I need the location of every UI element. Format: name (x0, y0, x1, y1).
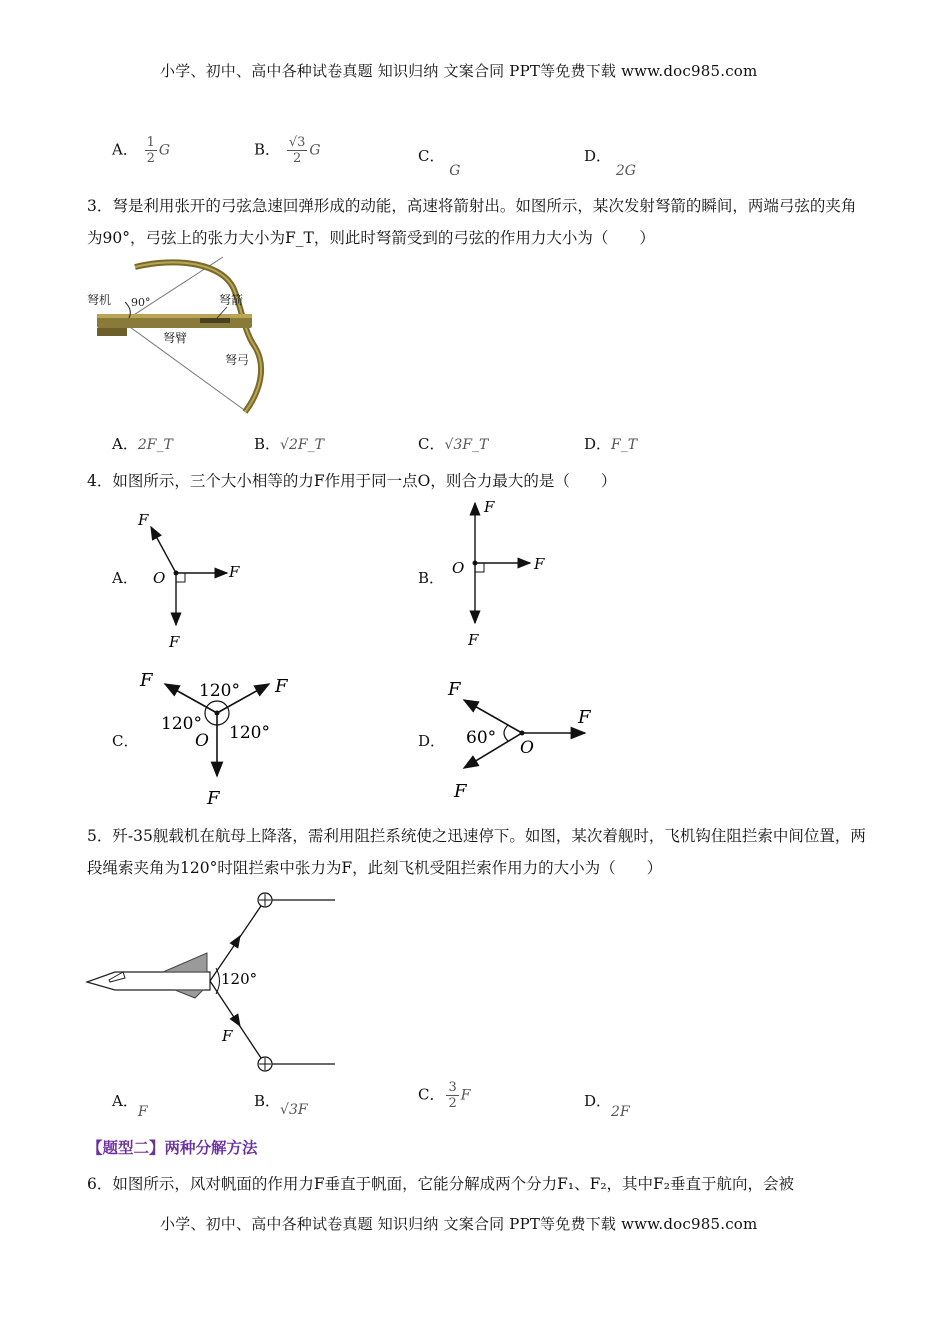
svg-text:O: O (195, 731, 209, 751)
svg-text:F: F (534, 555, 545, 573)
svg-text:120°: 120° (221, 970, 258, 988)
q2-option-c[interactable]: C． G (418, 147, 461, 179)
q4-question-text: 4．如图所示，三个大小相等的力F作用于同一点O，则合力最大的是（ ） (87, 472, 617, 490)
q6-question-text: 6．如图所示，风对帆面的作用力F垂直于帆面，它能分解成两个分力F₁、F₂，其中F₂垂直于航向，会被 (87, 1175, 795, 1193)
svg-text:60°: 60° (466, 728, 497, 748)
svg-text:O: O (452, 559, 465, 577)
q2-option-b[interactable]: B． $\frac{√3}{2}$ G (254, 135, 321, 166)
bow-limb-highlight (135, 262, 261, 412)
svg-text:F: F (578, 707, 591, 728)
jet-fuselage (87, 972, 210, 990)
q4-diagram-b (440, 495, 560, 650)
label-ji: 弩机 (87, 293, 112, 307)
svg-text:F: F (222, 1027, 233, 1045)
q4-option-a[interactable]: A． (112, 569, 138, 587)
q4-diagram-d (440, 675, 610, 805)
label-arrow: 弩箭 (219, 293, 244, 307)
svg-text:F: F (140, 670, 153, 691)
q3-option-d[interactable]: D．F_T (584, 435, 638, 453)
q4-diagram-a (135, 505, 255, 650)
page-footer: 小学、初中、高中各种试卷真题 知识归纳 文案合同 PPT等免费下载 www.doc985.com (160, 1215, 758, 1233)
crossbow-trigger (97, 328, 127, 336)
svg-text:F: F (454, 781, 467, 802)
jet-wing (163, 953, 207, 972)
svg-text:F: F (448, 679, 461, 700)
q3-option-c[interactable]: C．√3F_T (418, 435, 489, 453)
q5-arrester-figure (85, 880, 345, 1075)
svg-text:F: F (275, 676, 288, 697)
svg-text:F: F (138, 511, 149, 529)
svg-text:F: F (484, 498, 495, 516)
crossbow-figure (85, 252, 285, 422)
svg-text:120°: 120° (161, 714, 202, 734)
page-header: 小学、初中、高中各种试卷真题 知识归纳 文案合同 PPT等免费下载 www.doc985.com (160, 62, 758, 80)
q2-option-a[interactable]: A． $\frac{1}{2}$ G (112, 135, 171, 166)
q4-option-d[interactable]: D． (418, 732, 446, 750)
svg-text:F: F (229, 563, 240, 581)
svg-text:O: O (153, 569, 166, 587)
svg-text:F: F (169, 633, 180, 650)
label-arm: 弩臂 (163, 331, 188, 345)
q4-diagram-c (135, 668, 305, 813)
svg-text:120°: 120° (199, 681, 240, 701)
svg-text:120°: 120° (229, 723, 270, 743)
q5-option-c[interactable]: C． $\frac{3}{2}$ F (418, 1080, 471, 1111)
q5-option-a[interactable]: A．F (112, 1092, 148, 1120)
q3-option-a[interactable]: A．2F_T (112, 435, 173, 453)
jet-tail (175, 990, 203, 998)
svg-text:O: O (520, 738, 534, 758)
q3-option-b[interactable]: B．√2F_T (254, 435, 324, 453)
q5-question-text: 5．歼-35舰载机在航母上降落，需利用阻拦系统使之迅速停下。如图，某次着舰时，飞机钩住阻拦索中间位置，两段绳索夹角为120°时阻拦索中张力为F，此刻飞机受阻拦索作用力的大小为（ ） (87, 827, 866, 877)
q5-option-b[interactable]: B．√3F (254, 1092, 308, 1118)
bow-limb (135, 262, 261, 412)
q5-option-d[interactable]: D．2F (584, 1092, 630, 1120)
q4-option-b[interactable]: B． (418, 569, 445, 587)
label-angle-90: 90° (131, 296, 151, 309)
svg-text:F: F (468, 631, 479, 649)
label-bow: 弩弓 (225, 353, 250, 367)
svg-text:F: F (207, 788, 220, 809)
section-heading: 【题型二】两种分解方法 (87, 1138, 258, 1157)
q2-option-d[interactable]: D． 2G (584, 147, 636, 179)
q3-question-text: 3．弩是利用张开的弓弦急速回弹形成的动能，高速将箭射出。如图所示，某次发射弩箭的瞬间，两端弓弦的夹角为90°，弓弦上的张力大小为F_T，则此时弩箭受到的弓弦的作用力大小为（ ） (87, 197, 857, 247)
crossbow-bolt (200, 318, 230, 323)
q4-option-c[interactable]: C． (112, 732, 139, 750)
